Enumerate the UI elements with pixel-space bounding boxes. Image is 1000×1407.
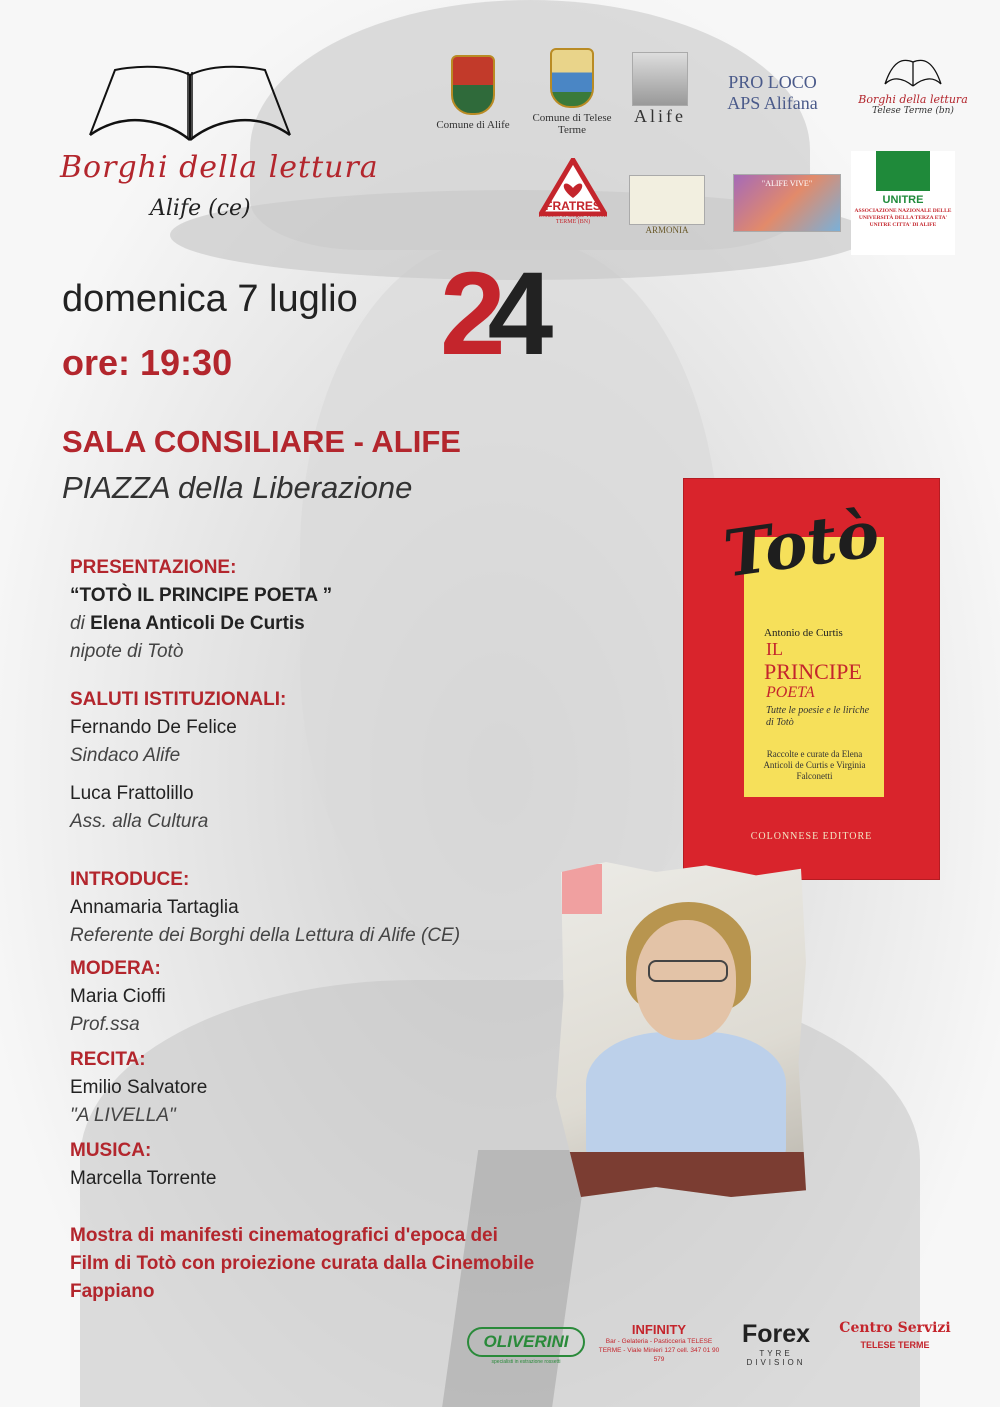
sponsor-oliverini: OLIVERINI specialisti in estrazione rossetti [467,1327,585,1365]
partner-unitre: UNITRE ASSOCIAZIONE NAZIONALE DELLE UNIVERSITÀ DELLA TERZA ETA' UNITRE CITTA' DI ALIFE [850,145,956,255]
open-book-icon [883,58,943,90]
program-presentation: PRESENTAZIONE: “TOTÒ IL PRINCIPE POETA ” di Elena Anticoli De Curtis nipote di Totò [70,557,333,662]
partner-alife-vive: "ALIFE VIVE" [733,174,841,232]
event-date: domenica 7 luglio [62,278,358,320]
program-music: MUSICA: Marcella Torrente [70,1140,217,1189]
sponsor-centro-servizi: Centro Servizi TELESE TERME [839,1320,951,1350]
partner-fratres: FRATRES Donatori di sangue TELESE TERME (BN) [538,158,608,225]
dancer-icon [629,175,705,225]
program-recital: RECITA: Emilio Salvatore "A LIVELLA" [70,1049,208,1126]
program-moderator: MODERA: Maria Cioffi Prof.ssa [70,958,166,1035]
sponsor-infinity: INFINITY Bar - Gelateria - Pasticceria TELESE TERME - Viale Minieri 127 cell. 347 01 90 579 [598,1322,720,1363]
book-cover: Totò Antonio de Curtis IL PRINCIPE POETA Tutte le poesie e le liriche di Totò Raccolte e curate da Elena Anticoli de Curtis e Virginia Falconetti COLONNESE EDITORE [684,479,939,879]
year-mark: 24 [440,248,536,380]
castle-icon [632,52,688,106]
exhibit-note: Mostra di manifesti cinematografici d'epoca dei Film di Totò con proiezione curata dalla Cinemobile Fappiano [70,1225,535,1302]
partner-pro-loco: PRO LOCO APS Alifana [727,72,818,113]
program-intro: INTRODUCE: Annamaria Tartaglia Referente dei Borghi della Lettura di Alife (CE) [70,869,461,946]
sponsor-forex: Forex TYRE DIVISION [741,1320,811,1367]
brand-name: Borghi della lettura [60,150,379,185]
partner-borghi-telese: Borghi della lettura Telese Terme (bn) [858,58,968,116]
open-book-icon [85,60,295,150]
partner-comune-telese: Comune di Telese Terme [528,48,616,136]
author-photo [556,862,806,1197]
program-greetings: SALUTI ISTITUZIONALI: Fernando De Felice Sindaco Alife Luca Frattolillo Ass. alla Cultura [70,689,287,832]
partner-alife-logo: Alife [628,52,692,127]
coat-of-arms-icon [451,55,495,115]
partner-armonia: ARMONIA [628,175,706,235]
venue-title: SALA CONSILIARE - ALIFE [62,424,461,459]
partner-comune-alife: Comune di Alife [428,55,518,131]
venue-subtitle: PIAZZA della Liberazione [62,470,413,505]
unitre-logo-icon [876,151,930,191]
brand-place: Alife (ce) [150,196,251,221]
coat-of-arms-icon [550,48,594,108]
event-time: ore: 19:30 [62,342,233,383]
